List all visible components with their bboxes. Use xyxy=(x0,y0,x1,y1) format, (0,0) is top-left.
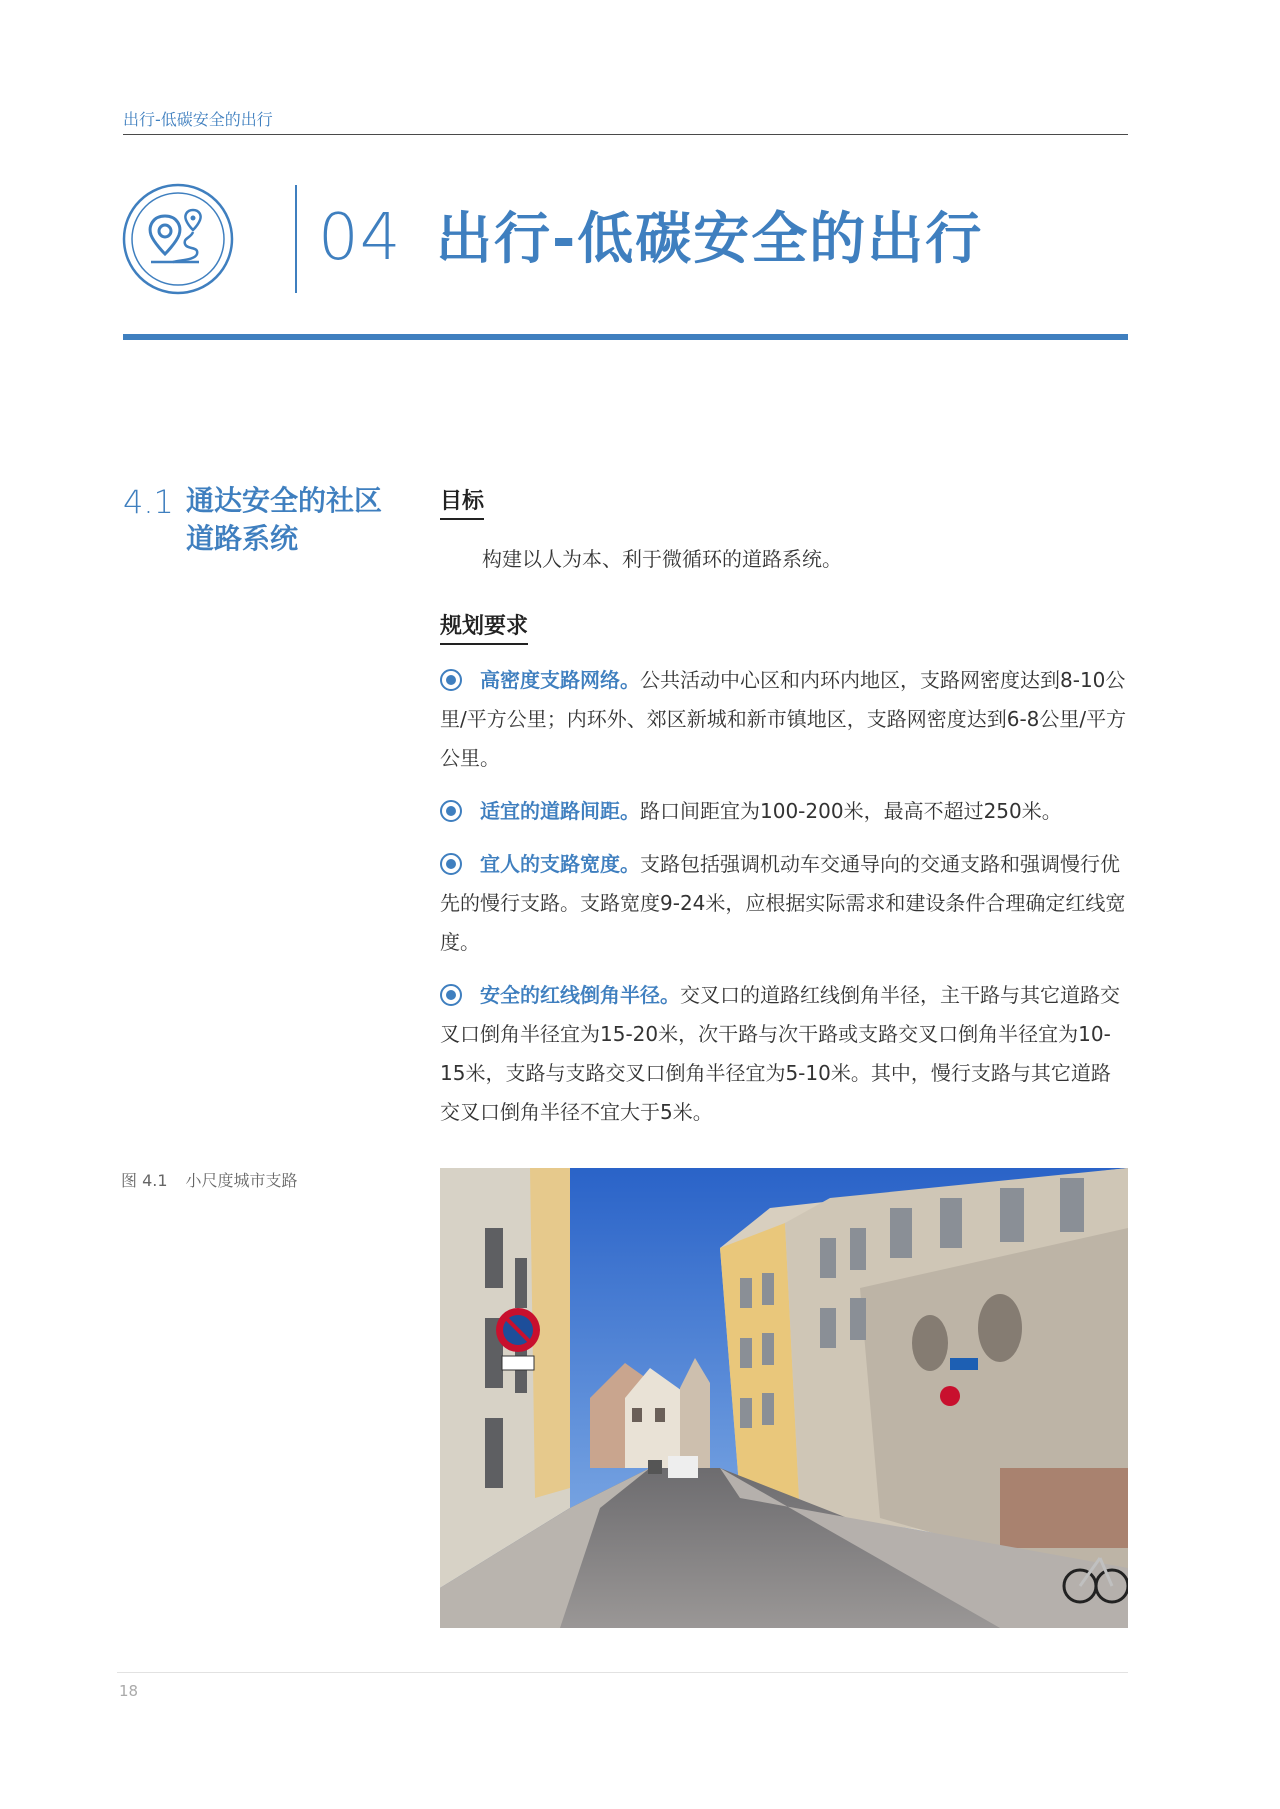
chapter-divider xyxy=(295,185,297,293)
goal-heading: 目标 xyxy=(440,488,484,520)
street-photo xyxy=(440,1168,1128,1628)
chapter-rule xyxy=(123,334,1128,340)
bullet-icon xyxy=(440,984,462,1006)
requirement-text: 交叉口的道路红线倒角半径，主干路与其它道路交叉口倒角半径宜为15-20米，次干路与次干路或支路交叉口倒角半径宜为10-15米，支路与支路交叉口倒角半径宜为5-10米。其中，慢行支路与其它道路交叉口倒角半径不宜大于5米。 xyxy=(440,983,1120,1124)
location-route-icon xyxy=(121,182,235,296)
requirement-title: 宜人的支路宽度。 xyxy=(480,852,640,876)
requirement-text: 支路包括强调机动车交通导向的交通支路和强调慢行优先的慢行支路。支路宽度9-24米，应根据实际需求和建设条件合理确定红线宽度。 xyxy=(440,852,1126,954)
requirement-text: 路口间距宜为100-200米，最高不超过250米。 xyxy=(640,799,1062,823)
running-header: 出行-低碳安全的出行 xyxy=(123,110,273,129)
requirement-title: 高密度支路网络。 xyxy=(480,668,640,692)
page-number: 18 xyxy=(119,1682,139,1700)
requirement-text: 公共活动中心区和内环内地区，支路网密度达到8-10公里/平方公里；内环外、郊区新城和新市镇地区，支路网密度达到6-8公里/平方公里。 xyxy=(440,668,1127,770)
figure-label: 图 4.1 xyxy=(121,1171,168,1190)
chapter-title: 出行-低碳安全的出行 xyxy=(436,207,984,272)
bullet-icon xyxy=(440,669,462,691)
goal-text: 构建以人为本、利于微循环的道路系统。 xyxy=(482,547,842,571)
requirements-list xyxy=(440,661,1130,1146)
figure-caption-text: 小尺度城市支路 xyxy=(185,1171,298,1190)
bullet-icon xyxy=(440,800,462,822)
chapter-number: 04 xyxy=(318,201,402,275)
requirement-item xyxy=(440,661,1130,778)
requirement-title: 安全的红线倒角半径。 xyxy=(480,983,680,1007)
section-number: 4.1 xyxy=(123,483,174,521)
requirement-title: 适宜的道路间距。 xyxy=(480,799,640,823)
requirement-item xyxy=(440,976,1130,1132)
header-rule xyxy=(123,134,1128,135)
section-title: 通达安全的社区道路系统 xyxy=(186,484,383,555)
requirement-item xyxy=(440,792,1130,831)
bullet-icon xyxy=(440,853,462,875)
requirements-heading: 规划要求 xyxy=(440,613,528,645)
footer-rule xyxy=(117,1672,1128,1673)
requirement-item xyxy=(440,845,1130,962)
figure-caption xyxy=(121,1168,298,1191)
